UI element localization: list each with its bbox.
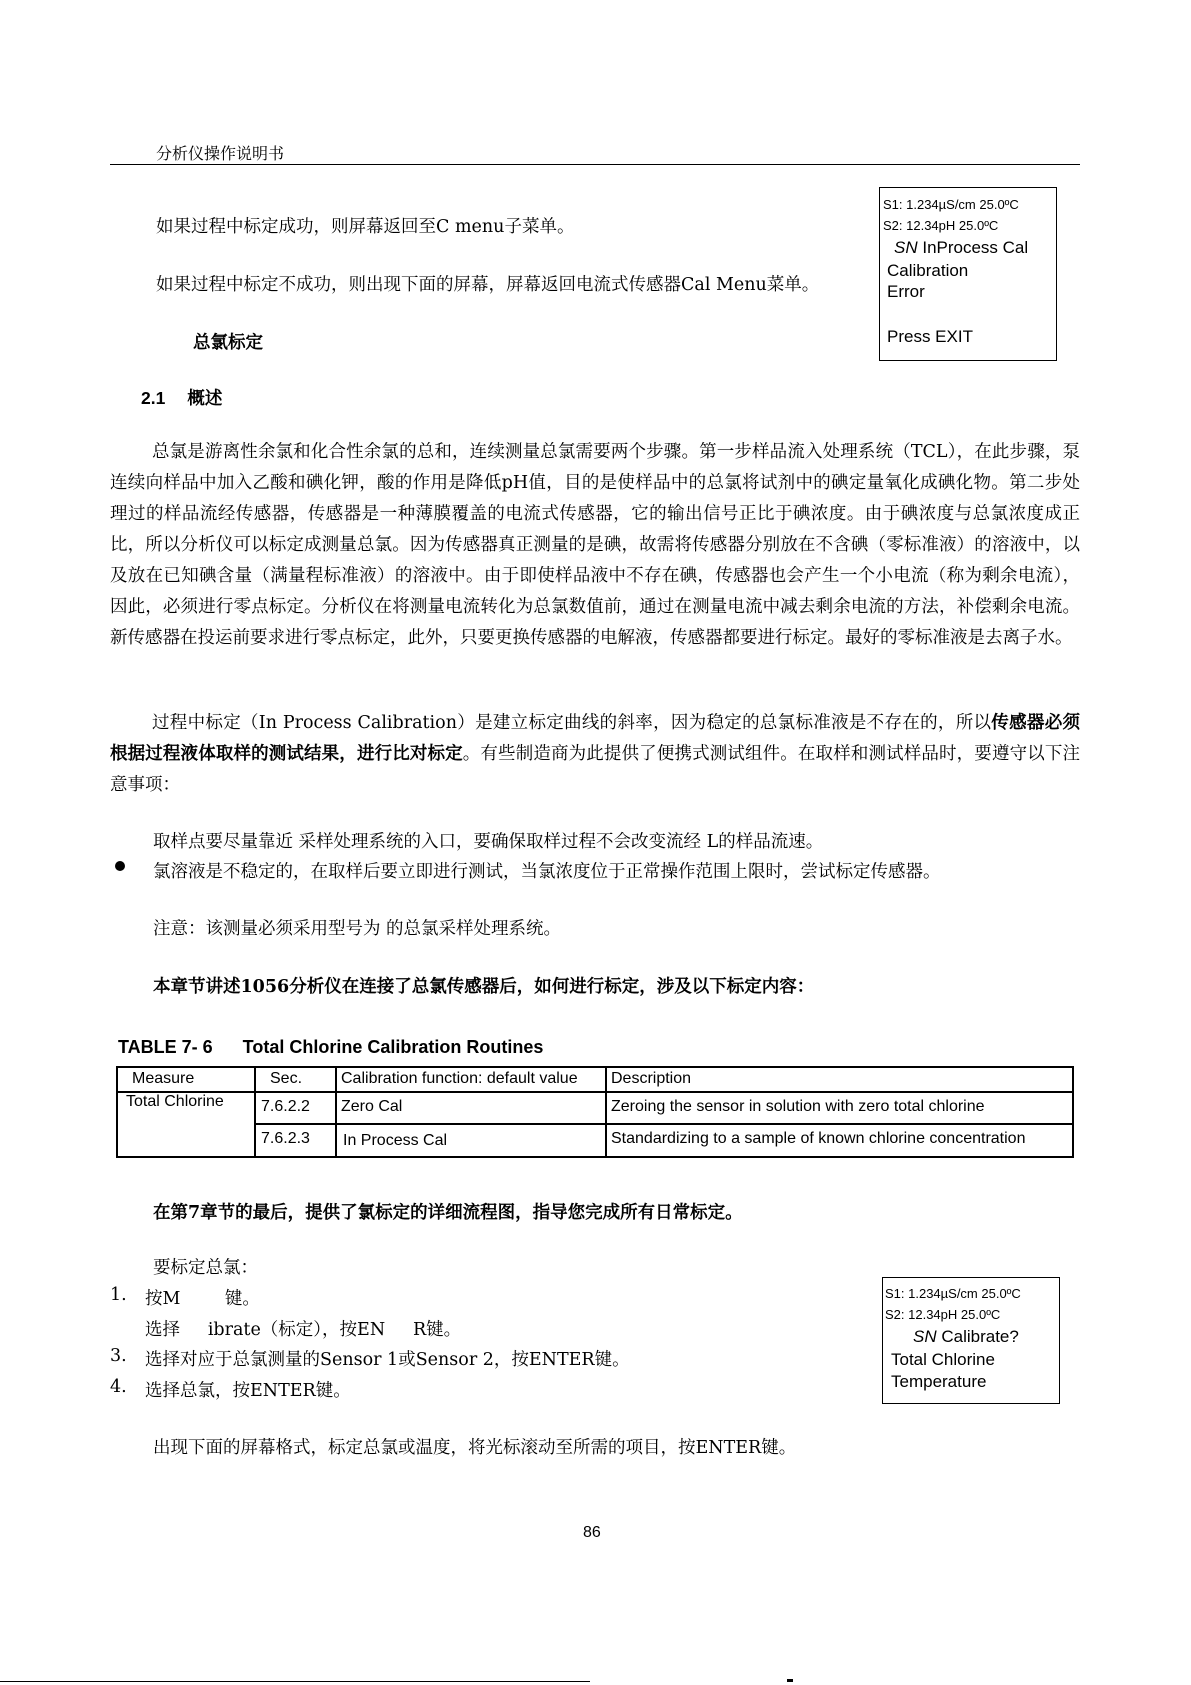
table-cell-description-1: Zeroing the sensor in solution with zero total chlorine — [611, 1098, 985, 1115]
note-bullet-text: 氯溶液是不稳定的，在取样后要立即进行测试，当氯浓度位于正常操作范围上限时，尝试标定传感器。 — [153, 862, 941, 882]
step-1-text: 按M 键。 — [145, 1289, 260, 1309]
lcd-s2-reading: S2: 12.34pH 25.0ºC — [883, 218, 999, 233]
page-number: 86 — [583, 1524, 601, 1541]
section-title: 总氯标定 — [193, 333, 263, 353]
inprocess-paragraph — [110, 708, 1080, 801]
step-4-number: 4. — [110, 1377, 127, 1397]
lcd-title-text: InProcess Cal — [917, 238, 1029, 257]
table-header-sec: Sec. — [270, 1070, 303, 1087]
table-cell-description-2: Standardizing to a sample of known chlorine concentration — [611, 1130, 1026, 1147]
overview-paragraph — [110, 437, 1080, 654]
steps-intro: 要标定总氯： — [153, 1258, 258, 1278]
chapter-intro: 本章节讲述1056分析仪在连接了总氯传感器后，如何进行标定，涉及以下标定内容： — [153, 977, 815, 997]
header-rule — [110, 164, 1080, 165]
table-title: TABLE 7- 6 Total Chlorine Calibration Routines — [118, 1037, 544, 1057]
table-header-measure: Measure — [132, 1070, 195, 1087]
final-instruction: 出现下面的屏幕格式，标定总氯或温度，将光标滚动至所需的项目，按ENTER键。 — [153, 1438, 797, 1458]
subsection-heading — [141, 385, 222, 410]
lcd-title-text: Calibrate? — [936, 1327, 1019, 1346]
inprocess-text-1: 过程中标定（In Process Calibration）是建立标定曲线的斜率，因为稳定的总氯标准液是不存在的，所以 — [152, 713, 992, 733]
cal-success-text: 如果过程中标定成功，则屏幕返回至C menu子菜单。 — [156, 217, 575, 237]
lcd-title-line — [913, 1327, 1019, 1347]
subsection-title: 概述 — [187, 389, 223, 409]
lcd-line-press-exit: Press EXIT — [887, 327, 973, 346]
lcd-s1-reading: S1: 1.234µS/cm 25.0ºC — [885, 1286, 1021, 1301]
lcd-option-temperature: Temperature — [891, 1372, 987, 1391]
step-4-text: 选择总氯，按ENTER键。 — [145, 1381, 351, 1401]
subsection-number: 2.1 — [141, 388, 166, 408]
chapter-end-note: 在第7章节的最后，提供了氯标定的详细流程图，指导您完成所有日常标定。 — [153, 1203, 743, 1223]
lcd-s2-reading: S2: 12.34pH 25.0ºC — [885, 1307, 1001, 1322]
note-sample-point: 取样点要尽量靠近 采样处理系统的入口，要确保取样过程不会改变流经 L的样品流速。 — [153, 832, 824, 852]
table-cell-sec-2: 7.6.2.3 — [261, 1130, 310, 1147]
step-2-text: 选择 ibrate（标定），按EN R键。 — [145, 1320, 462, 1340]
table-cell-function-1: Zero Cal — [341, 1098, 403, 1115]
table-header-function: Calibration function: default value — [341, 1070, 578, 1087]
lcd-title-line — [894, 238, 1028, 258]
table-header-description: Description — [611, 1070, 692, 1087]
running-header: 分析仪操作说明书 — [156, 144, 285, 163]
table-cell-sec-1: 7.6.2.2 — [261, 1098, 310, 1115]
bullet-icon — [115, 861, 125, 871]
table-cell-measure: Total Chlorine — [126, 1093, 224, 1110]
lcd-line-error: Error — [887, 282, 925, 301]
step-3-number: 3. — [110, 1346, 127, 1366]
footer-mark — [787, 1679, 793, 1682]
step-1-number: 1. — [110, 1285, 127, 1305]
inprocess-bold-text: 传感器必须根据过程液体取样的测试结果，进行比对标定 — [110, 713, 1081, 764]
step-3-text: 选择对应于总氯测量的Sensor 1或Sensor 2，按ENTER键。 — [145, 1350, 630, 1370]
note-model: 注意：该测量必须采用型号为 的总氯采样处理系统。 — [153, 919, 562, 939]
lcd-sn-label: SN — [913, 1327, 937, 1346]
lcd-s1-reading: S1: 1.234µS/cm 25.0ºC — [883, 197, 1019, 212]
lcd-sn-label: SN — [894, 238, 918, 257]
table-cell-function-2: In Process Cal — [343, 1132, 448, 1149]
lcd-calibrate-screen — [882, 1277, 1060, 1404]
lcd-option-total-chlorine: Total Chlorine — [891, 1350, 995, 1369]
calibration-table — [116, 1066, 1074, 1158]
cal-fail-text: 如果过程中标定不成功，则出现下面的屏幕，屏幕返回电流式传感器Cal Menu菜单。 — [156, 275, 820, 295]
overview-text: 总氯是游离性余氯和化合性余氯的总和，连续测量总氯需要两个步骤。第一步样品流入处理系统（TCL），在此步骤，泵连续向样品中加入乙酸和碘化钾，酸的作用是降低pH值，目的是使样品中的总氯将试剂中的碘定量氧化成碘化物。第二步处理过的样品流经传感器，传感器是一种薄膜覆盖的电流式传感器，它的输出信号正比于碘浓度。由于碘浓度与总氯浓度成正比，所以分析仪可以标定成测量总氯。因为传感器真正测量的是碘，故需将传感器分别放在不含碘（零标准液）的溶液中，以及放在已知碘含量（满量程标准液）的溶液中。由于即使样品液中不存在碘，传感器也会产生一个小电流（称为剩余电流），因此，必须进行零点标定。分析仪在将测量电流转化为总氯数值前，通过在测量电流中减去剩余电流的方法，补偿剩余电流。新传感器在投运前要求进行零点标定，此外，只要更换传感器的电解液，传感器都要进行标定。最好的零标准液是去离子水。 — [110, 442, 1080, 648]
lcd-line-calibration: Calibration — [887, 261, 969, 280]
footer-rule — [0, 1681, 590, 1682]
lcd-error-screen — [879, 187, 1057, 361]
inprocess-text-2: 。有些制造商为此提供了便携式测试组件。在取样和测试样品时，要遵守以下注意事项： — [110, 744, 1081, 795]
